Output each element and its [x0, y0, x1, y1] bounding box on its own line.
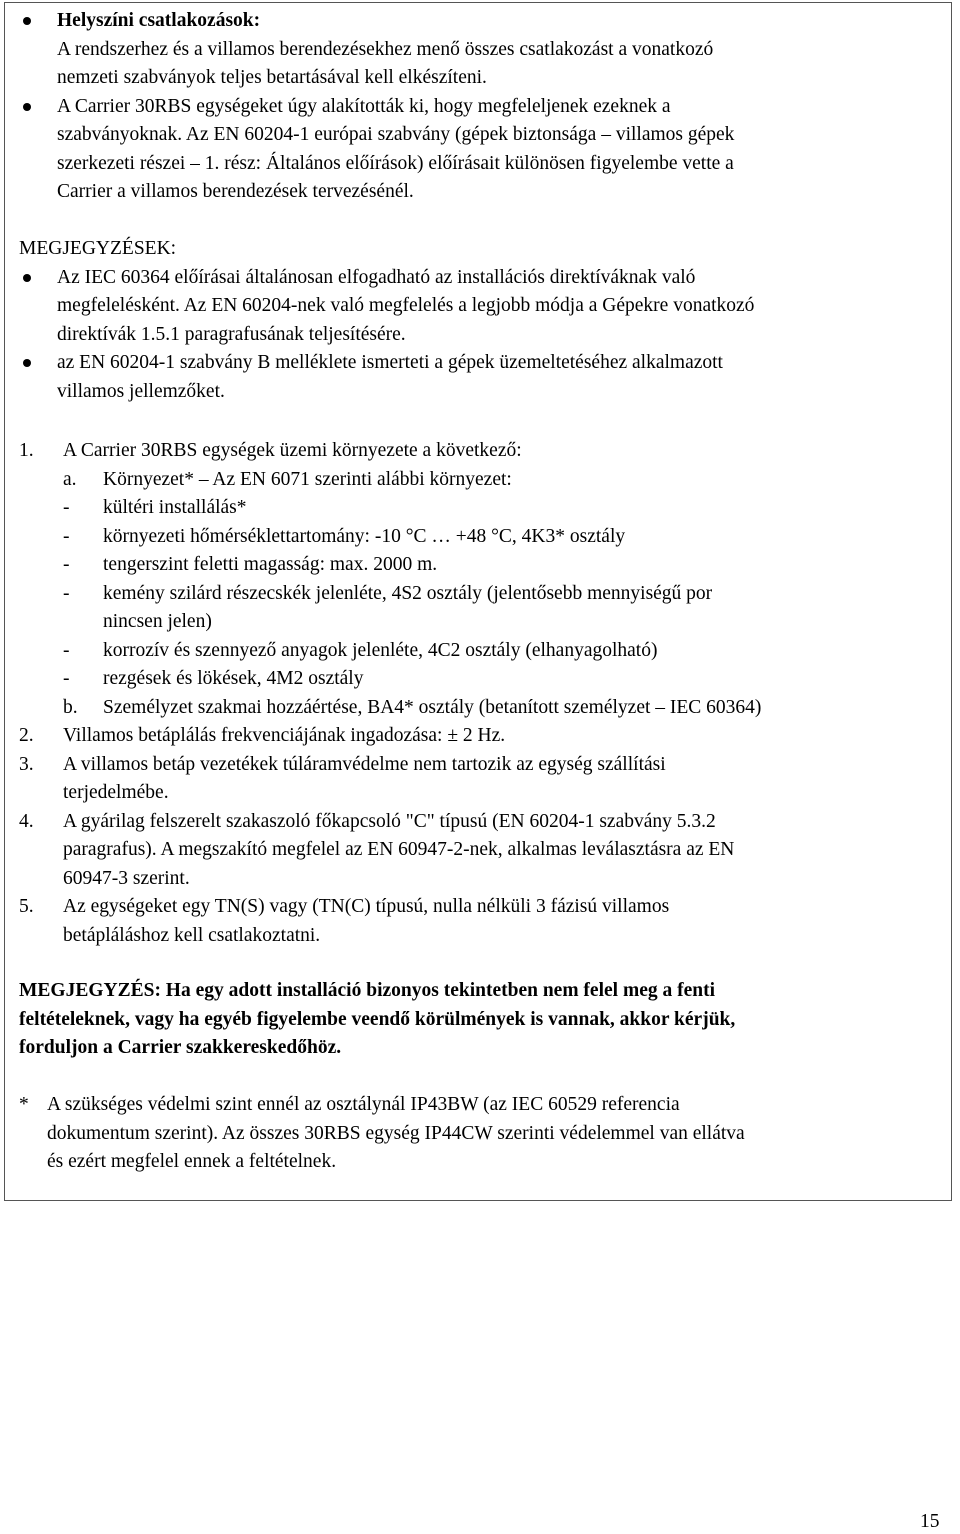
list-item-2 [5, 722, 951, 751]
footnote-mark: * [19, 1094, 29, 1115]
dash-item [5, 665, 951, 694]
bullet-icon [23, 17, 31, 25]
dash-item [5, 494, 951, 523]
connections-line: A rendszerhez és a villamos berendezésekhez menő összes csatlakozást a vonatkozó [57, 38, 714, 60]
sub-item-text: Személyzet szakmai hozzáértése, BA4* osztály (betanított személyzet – IEC 60364) [103, 696, 762, 718]
annex-line: villamos jellemzőket. [57, 380, 225, 402]
bullet-icon [23, 274, 31, 282]
annex-line: az EN 60204-1 szabvány B melléklete ismerteti a gépek üzemeltetéséhez alkalmazott [57, 352, 723, 373]
footnote-line: dokumentum szerint). Az összes 30RBS egység IP44CW szerinti védelemmel van ellátva [47, 1122, 745, 1144]
footnote [5, 1091, 951, 1177]
dash-mark: - [63, 668, 70, 689]
connections-line: nemzeti szabványok teljes betartásával kell elkészíteni. [57, 67, 487, 88]
list-item-text: paragrafus). A megszakító megfelel az EN 60947-2-nek, alkalmas leválasztásra az EN [63, 839, 735, 860]
list-number: 2. [19, 725, 34, 746]
dash-text: korrozív és szennyező anyagok jelenléte, 4C2 osztály (elhanyagolható) [103, 639, 658, 661]
dash-item [5, 523, 951, 552]
connections-bullet [5, 7, 951, 36]
iec-line: direktívák 1.5.1 paragrafusának teljesítésére. [57, 323, 406, 345]
list-item-text: A villamos betáp vezetékek túláramvédelme nem tartozik az egység szállítási [63, 753, 666, 775]
list-item-text: Villamos betáplálás frekvenciájának ingadozása: ± 2 Hz. [63, 725, 506, 746]
carrier-line: A Carrier 30RBS egységeket úgy alakították ki, hogy megfeleljenek ezeknek a [57, 95, 671, 117]
list-item-5 [5, 893, 951, 922]
dash-mark: - [63, 497, 70, 518]
carrier-line: Carrier a villamos berendezések tervezésénél. [57, 181, 414, 202]
list-number: 1. [19, 440, 34, 461]
document-frame [4, 2, 952, 1201]
dash-text: kemény szilárd részecskék jelenléte, 4S2 osztály (jelentősebb mennyiségű por [103, 582, 713, 604]
dash-mark: - [63, 525, 70, 547]
dash-mark: - [63, 582, 70, 604]
sub-item-text: Környezet* – Az EN 6071 szerinti alábbi környezet: [103, 468, 512, 490]
list-number: 5. [19, 896, 34, 917]
footnote-line: és ezért megfelel ennek a feltételnek. [47, 1151, 337, 1172]
notes-section [5, 235, 951, 406]
list-item-text: betápláláshoz kell csatlakoztatni. [63, 924, 321, 946]
dash-item [5, 551, 951, 580]
list-item-text: A gyárilag felszerelt szakaszoló főkapcsoló "C" típusú (EN 60204-1 szabvány 5.3.2 [63, 810, 716, 832]
notes-heading: MEGJEGYZÉSEK: [19, 238, 177, 259]
list-item-text: Az egységeket egy TN(S) vagy (TN(C) típusú, nulla nélküli 3 fázisú villamos [63, 896, 670, 917]
list-item-3 [5, 751, 951, 780]
numbered-list [5, 437, 951, 950]
sub-mark: a. [63, 468, 77, 490]
iec-bullet [5, 264, 951, 293]
list-number: 4. [19, 810, 34, 832]
dash-mark: - [63, 554, 70, 575]
dash-text: környezeti hőmérséklettartomány: -10 °C … +48 °C, 4K3* osztály [103, 525, 626, 547]
dash-text: tengerszint feletti magasság: max. 2000 m. [103, 554, 438, 575]
sub-item-b [5, 694, 951, 723]
list-item-text: 60947-3 szerint. [63, 867, 190, 889]
iec-line: megfelelésként. Az EN 60204-nek való megfelelés a legjobb módja a Gépekre vonatkozó [57, 295, 755, 316]
page-number: 15 [920, 1511, 940, 1532]
warning-line: MEGJEGYZÉS: Ha egy adott installáció bizonyos tekintetben nem felel meg a fenti [19, 980, 716, 1001]
list-item-text: A Carrier 30RBS egységek üzemi környezete a következő: [63, 440, 522, 461]
list-item-4 [5, 808, 951, 837]
sub-item-a [5, 466, 951, 495]
bullet-icon [23, 359, 31, 367]
dash-text: rezgések és lökések, 4M2 osztály [103, 668, 364, 689]
dash-text: nincsen jelen) [103, 611, 212, 632]
dash-mark: - [63, 639, 70, 661]
connections-section [5, 7, 951, 207]
sub-mark: b. [63, 696, 78, 718]
connections-heading: Helyszíni csatlakozások: [57, 10, 261, 31]
carrier-bullet [5, 93, 951, 122]
carrier-line: szerkezeti részei – 1. rész: Általános előírások) előírásait különösen figyelembe vette a [57, 152, 734, 174]
list-number: 3. [19, 753, 34, 775]
warning-line: feltételeknek, vagy ha egyéb figyelembe veendő körülmények is vannak, akkor kérjük, [19, 1008, 736, 1030]
warning-note [5, 977, 951, 1063]
warning-line: forduljon a Carrier szakkereskedőhöz. [19, 1037, 342, 1058]
dash-item [5, 608, 951, 637]
dash-item [5, 580, 951, 609]
footnote-line: A szükséges védelmi szint ennél az osztálynál IP43BW (az IEC 60529 referencia [47, 1094, 680, 1115]
list-item-1 [5, 437, 951, 466]
dash-item [5, 637, 951, 666]
list-item-text: terjedelmébe. [63, 782, 169, 803]
iec-line: Az IEC 60364 előírásai általánosan elfogadható az installációs direktíváknak való [57, 266, 696, 288]
carrier-line: szabványoknak. Az EN 60204-1 európai szabvány (gépek biztonsága – villamos gépek [57, 124, 735, 145]
dash-text: kültéri installálás* [103, 497, 247, 518]
bullet-icon [23, 103, 31, 111]
annex-bullet [5, 349, 951, 378]
